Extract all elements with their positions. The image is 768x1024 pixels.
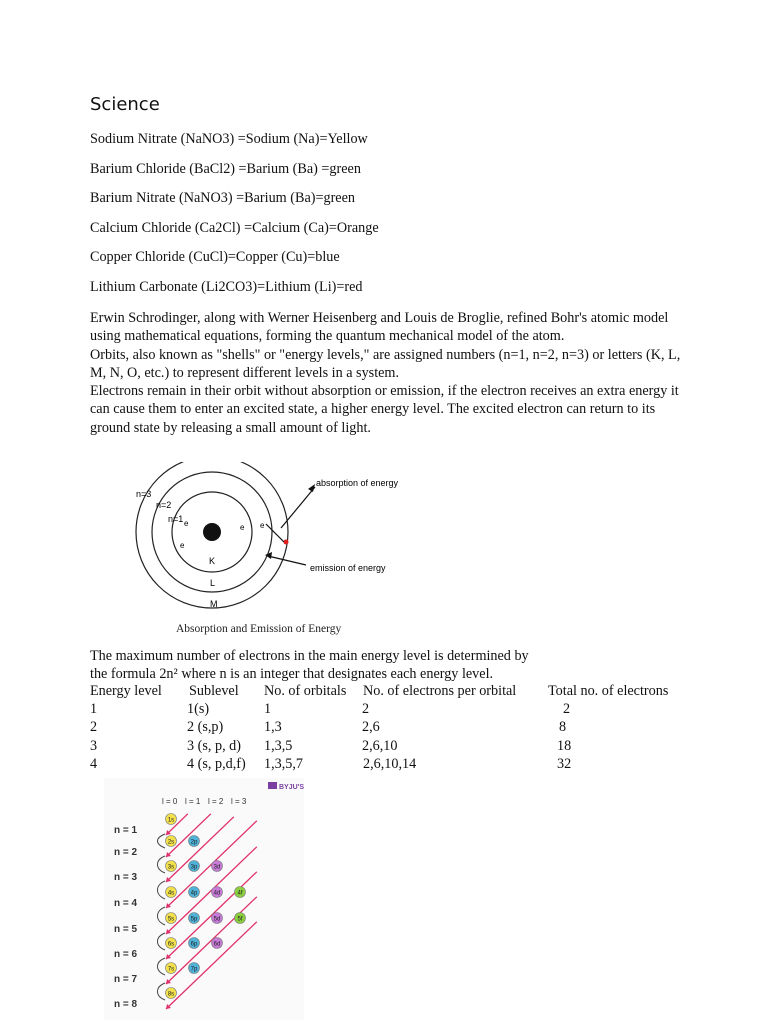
table-cell: 4	[90, 755, 98, 772]
table-header-row	[90, 683, 710, 701]
label-n1: n=1	[168, 514, 184, 524]
electron-label: e	[184, 519, 189, 528]
paragraph-sentence: Orbits, also known as "shells" or "energy levels," are assigned numbers (n=1, n=2, n=3) or letters (K, L, M, N, O, etc.) to represent different levels in a system.	[90, 346, 681, 381]
n-level-label: n = 3	[114, 872, 138, 883]
table-cell: 1,3,5,7	[264, 755, 304, 772]
orbital-label: 3s	[167, 864, 175, 871]
atomic-model-paragraph	[90, 309, 690, 437]
orbital-label: 2p	[190, 839, 198, 846]
orbital-label: 3p	[190, 864, 198, 871]
flame-test-line: Lithium Carbonate (Li2CO3)=Lithium (Li)=red	[90, 279, 363, 295]
table-row	[90, 701, 710, 719]
table-cell: 1	[90, 701, 98, 718]
orbital-label: 4f	[237, 890, 243, 897]
table-cell: 8	[559, 719, 567, 736]
energy-intro-line: the formula 2n² where n is an integer that designates each energy level.	[90, 666, 494, 682]
table-header-cell: Sublevel	[189, 683, 239, 699]
table-row	[90, 756, 710, 774]
orbital-label: 4d	[213, 890, 221, 897]
label-shell-k: K	[209, 556, 216, 566]
orbital-label: 4s	[167, 890, 175, 897]
orbital-label: 6p	[190, 941, 198, 948]
table-cell: 1,3	[264, 719, 282, 736]
flame-test-line: Copper Chloride (CuCl)=Copper (Cu)=blue	[90, 249, 340, 265]
n-level-label: n = 8	[114, 999, 138, 1010]
table-cell: 2 (s,p)	[187, 719, 224, 736]
orbital-label: 8s	[167, 991, 175, 998]
n-level-label: n = 6	[114, 949, 138, 960]
table-cell: 2	[362, 701, 370, 718]
nucleus	[203, 523, 221, 541]
orbital-label: 3d	[213, 864, 221, 871]
electron-label: e	[180, 541, 185, 550]
table-cell: 32	[557, 755, 572, 772]
paragraph-sentence: Electrons remain in their orbit without absorption or emission, if the electron receives an extra energy it can cause them to enter an excited state, a higher energy level. The excited electron can return to its ground state by releasing a small amount of light.	[90, 383, 679, 436]
emission-arrow	[268, 556, 306, 565]
bohr-model-figure	[130, 462, 430, 622]
table-cell: 2	[90, 719, 98, 736]
l-label: l = 2	[208, 797, 224, 806]
brand-logo-text: BYJU'S	[279, 784, 305, 791]
orbital-label: 7p	[190, 966, 198, 973]
n-level-label: n = 4	[114, 898, 138, 909]
orbital-label: 5p	[190, 916, 198, 923]
table-cell: 3	[90, 737, 98, 754]
label-n3: n=3	[136, 489, 152, 499]
absorption-arrowhead	[308, 484, 315, 492]
orbital-label: 2s	[167, 839, 175, 846]
brand-logo-badge	[268, 782, 277, 789]
table-cell: 2	[563, 701, 571, 718]
n-level-label: n = 7	[114, 974, 138, 985]
absorption-label: absorption of energy	[316, 478, 399, 488]
table-cell: 1	[264, 701, 272, 718]
energy-level-table	[90, 683, 710, 774]
orbital-label: 6s	[167, 941, 175, 948]
emission-label: emission of energy	[310, 563, 386, 573]
table-row	[90, 738, 710, 756]
orbital-label: 7s	[167, 966, 175, 973]
table-cell: 2,6	[362, 719, 380, 736]
n-level-label: n = 1	[114, 825, 138, 836]
page-title: Science	[90, 94, 160, 115]
energy-intro-line: The maximum number of electrons in the main energy level is determined by	[90, 648, 529, 664]
table-row	[90, 719, 710, 737]
electron-label: e	[240, 523, 245, 532]
label-shell-m: M	[210, 599, 218, 609]
orbital-label: 5f	[237, 916, 243, 923]
bohr-figure-caption: Absorption and Emission of Energy	[176, 623, 342, 635]
absorption-arrow	[281, 487, 315, 528]
label-shell-l: L	[210, 578, 216, 588]
l-label: l = 0	[162, 797, 178, 806]
table-cell: 3 (s, p, d)	[187, 737, 241, 754]
table-cell: 2,6,10	[362, 737, 398, 754]
flame-test-line: Sodium Nitrate (NaNO3) =Sodium (Na)=Yellow	[90, 131, 368, 147]
flame-test-line: Calcium Chloride (Ca2Cl) =Calcium (Ca)=Orange	[90, 220, 379, 236]
n-level-label: n = 5	[114, 924, 138, 935]
table-cell: 2,6,10,14	[363, 755, 417, 772]
orbital-label: 1s	[167, 817, 175, 824]
paragraph-sentence: Erwin Schrodinger, along with Werner Heisenberg and Louis de Broglie, refined Bohr's atomic model using mathematical equations, forming the quantum mechanical model of the atom.	[90, 310, 669, 345]
flame-test-line: Barium Nitrate (NaNO3) =Barium (Ba)=green	[90, 190, 355, 206]
table-header-cell: Total no. of electrons	[548, 683, 669, 699]
table-cell: 1(s)	[187, 701, 210, 718]
orbital-label: 5s	[167, 916, 175, 923]
flame-test-line: Barium Chloride (BaCl2) =Barium (Ba) =green	[90, 161, 361, 177]
orbital-label: 6d	[213, 941, 221, 948]
table-cell: 4 (s, p,d,f)	[187, 755, 246, 772]
n-level-label: n = 2	[114, 847, 138, 858]
aufbau-diagram	[104, 778, 314, 1020]
orbital-label: 5d	[213, 916, 221, 923]
l-label: l = 3	[231, 797, 247, 806]
table-header-cell: Energy level	[90, 683, 162, 699]
table-header-cell: No. of electrons per orbital	[363, 683, 517, 699]
l-label: l = 1	[185, 797, 201, 806]
excited-electron	[284, 540, 289, 545]
electron-label: e	[260, 521, 265, 530]
table-cell: 18	[557, 737, 572, 754]
label-n2: n=2	[156, 500, 172, 510]
orbital-label: 4p	[190, 890, 198, 897]
table-cell: 1,3,5	[264, 737, 293, 754]
table-header-cell: No. of orbitals	[264, 683, 347, 699]
